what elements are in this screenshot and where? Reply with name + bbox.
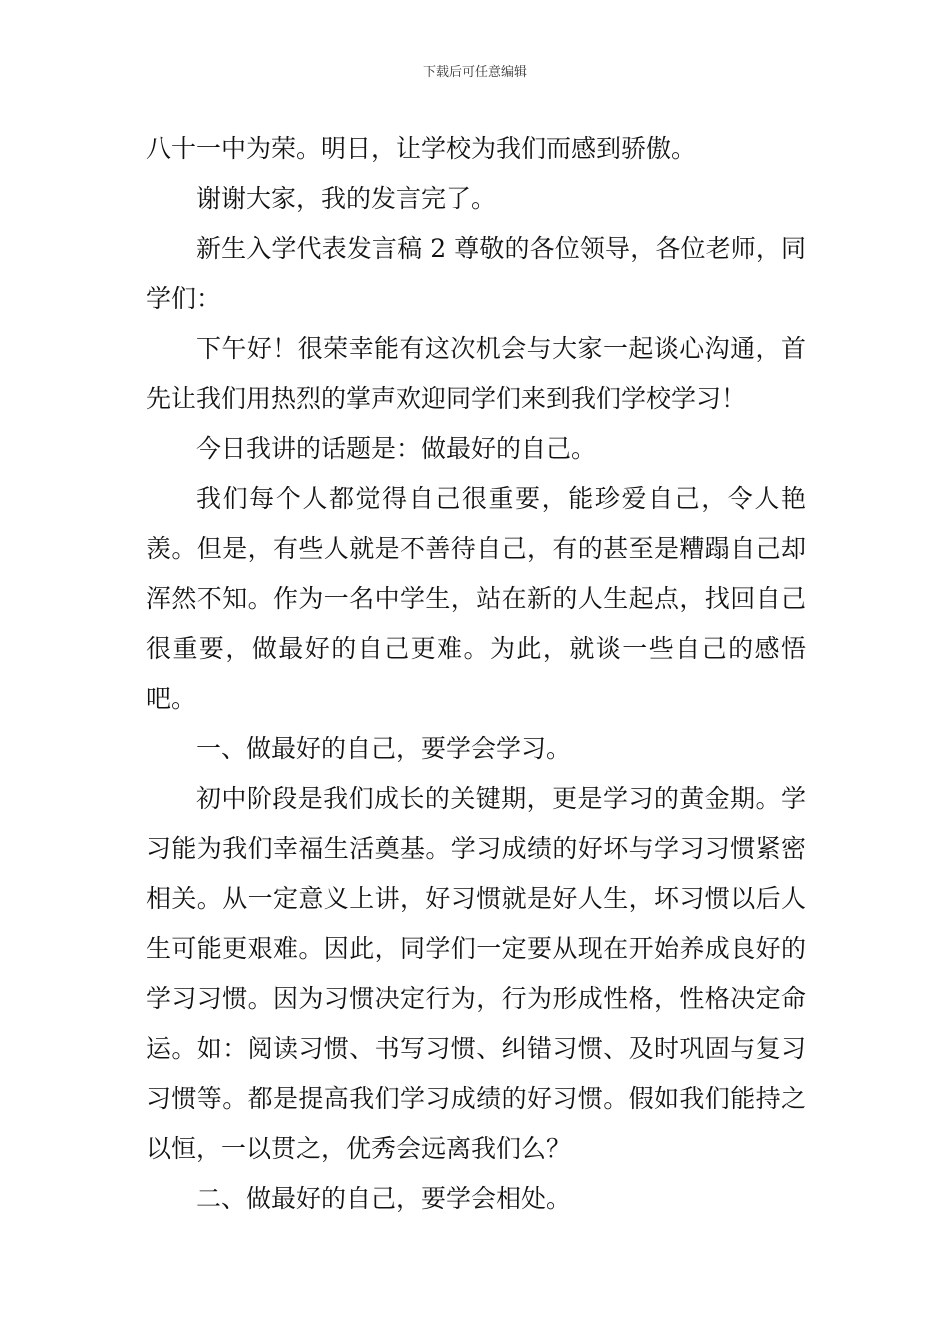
section-heading: 一、做最好的自己，要学会学习。 [196,734,572,763]
paragraph: 初中阶段是我们成长的关键期，更是学习的黄金期。学习能为我们幸福生活奠基。学习成绩的好坏与学习习惯紧密相关。从一定意义上讲，好习惯就是好人生，坏习惯以后人生可能更艰难。因此，同学们一定要从现在开始养成良好的学习习惯。因为习惯决定行为，行为形成性格，性格决定命运。如：阅读习惯、书写习惯、纠错习惯、及时巩固与复习习惯等。都是提高我们学习成绩的好习惯。假如我们能持之以恒，一以贯之，优秀会远离我们么？ [146,784,806,1163]
section-heading: 二、做最好的自己，要学会相处。 [196,1184,572,1213]
page-header: 下载后可任意编辑 [422,65,527,80]
paragraph: 八十一中为荣。明日，让学校为我们而感到骄傲。 [146,134,697,163]
paragraph: 我们每个人都觉得自己很重要，能珍爱自己，令人艳羡。但是，有些人就是不善待自己，有的甚至是糟蹋自己却浑然不知。作为一名中学生，站在新的人生起点，找回自己很重要，做最好的自己更难。为此，就谈一些自己的感悟吧。 [146,484,806,713]
paragraph: 谢谢大家，我的发言完了。 [196,184,497,213]
paragraph: 今日我讲的话题是：做最好的自己。 [196,434,597,463]
paragraph: 新生入学代表发言稿 2 尊敬的各位领导，各位老师，同学们： [146,234,806,313]
paragraph: 下午好！很荣幸能有这次机会与大家一起谈心沟通，首先让我们用热烈的掌声欢迎同学们来到我们学校学习！ [146,334,806,413]
document-body [146,124,806,1224]
